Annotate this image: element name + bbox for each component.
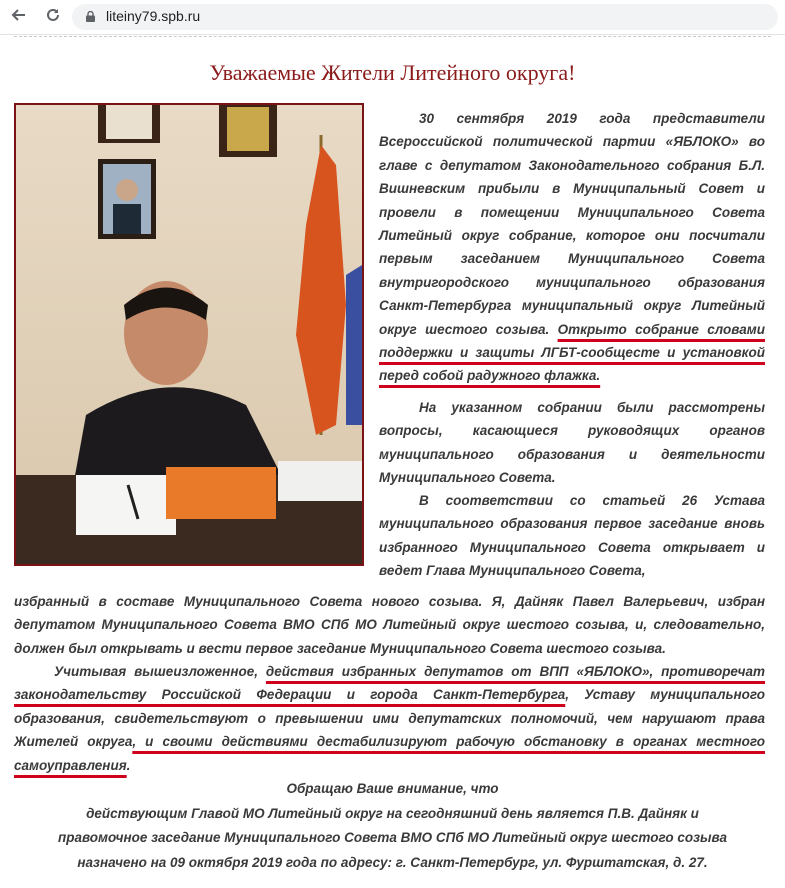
browser-toolbar — [0, 0, 785, 35]
closing-line-1: Обращаю Ваше внимание, что — [286, 781, 499, 796]
paragraph-4 — [14, 660, 765, 777]
paragraph-4-highlight-2: , и своими действиями дестабилизируют рабочую обстановку в органах местного самоуправления — [14, 734, 765, 773]
paragraph-4-start: Учитывая вышеизложенное, — [54, 664, 258, 679]
paragraph-2: На указанном собрании были рассмотрены вопросы, касающиеся руководящих органов муниципального образования и деятельности Муниципального Совета. — [379, 400, 765, 486]
url-text: liteiny79.spb.ru — [106, 8, 201, 24]
paragraph-3: В соответствии со статьей 26 Устава муниципального образования первое заседание вновь избранного Муниципального Совета открывает и ведет Глава Муниципального Совета, — [379, 493, 765, 579]
closing-line-3: правомочное заседание Муниципального Совета ВМО СПб МО Литейный округ шестого созыва — [57, 830, 728, 845]
closing-line-4: назначено на 09 октября 2019 года по адресу: г. Санкт-Петербург, ул. Фурштатская, д. 27. — [77, 855, 708, 870]
reload-icon[interactable] — [42, 6, 64, 28]
office-photo — [14, 103, 364, 566]
page-title: Уважаемые Жители Литейного округа! — [209, 60, 576, 85]
page-divider — [14, 36, 771, 37]
closing-line-2: действующим Главой МО Литейный округ на сегодняшний день является П.В. Дайняк и — [86, 806, 699, 821]
paragraph-4-end: . — [126, 757, 131, 773]
paragraph-3-continued: избранный в составе Муниципального Совета нового созыва. Я, Дайняк Павел Валерьевич, избран депутатом Муниципального Совета ВМО СПб МО Литейный округ шестого созыва, и, следовательно, должен был открывать и вести первое заседание Муниципального Совета шестого созыва. — [14, 594, 765, 656]
paragraph-4-highlight-1: действия избранных депутатов от ВПП «ЯБЛОКО», противоречат законодательству Российской Федерации и города Санкт-Петербурга — [14, 664, 765, 703]
paragraph-1 — [379, 107, 765, 388]
lock-icon — [86, 11, 95, 22]
paragraph-1-highlight: Открыто собрание словами поддержки и защиты ЛГБТ-сообщесте и установкой перед собой радужного флажка. — [379, 321, 765, 384]
address-bar[interactable] — [72, 4, 778, 30]
paragraph-1-text: 30 сентября 2019 года представители Всероссийской политической партии «ЯБЛОКО» во главе с депутатом Законодательного собрания Б.Л. Вишневским прибыли в Муниципальный Совет и провели в помещении Муниципального Совета Литейный округ собрание, которое они посчитали первым заседанием Муниципального Совета внутригородского муниципального образования Санкт-Петербурга муниципальный округ Литейный округ шестого созыва. — [379, 111, 765, 337]
paragraph-4-middle: , Уставу муниципального образования, свидетельствуют о превышении ими депутатских полномочий, чем нарушают права Жителей округа — [14, 687, 765, 750]
back-arrow-icon[interactable] — [8, 6, 30, 28]
